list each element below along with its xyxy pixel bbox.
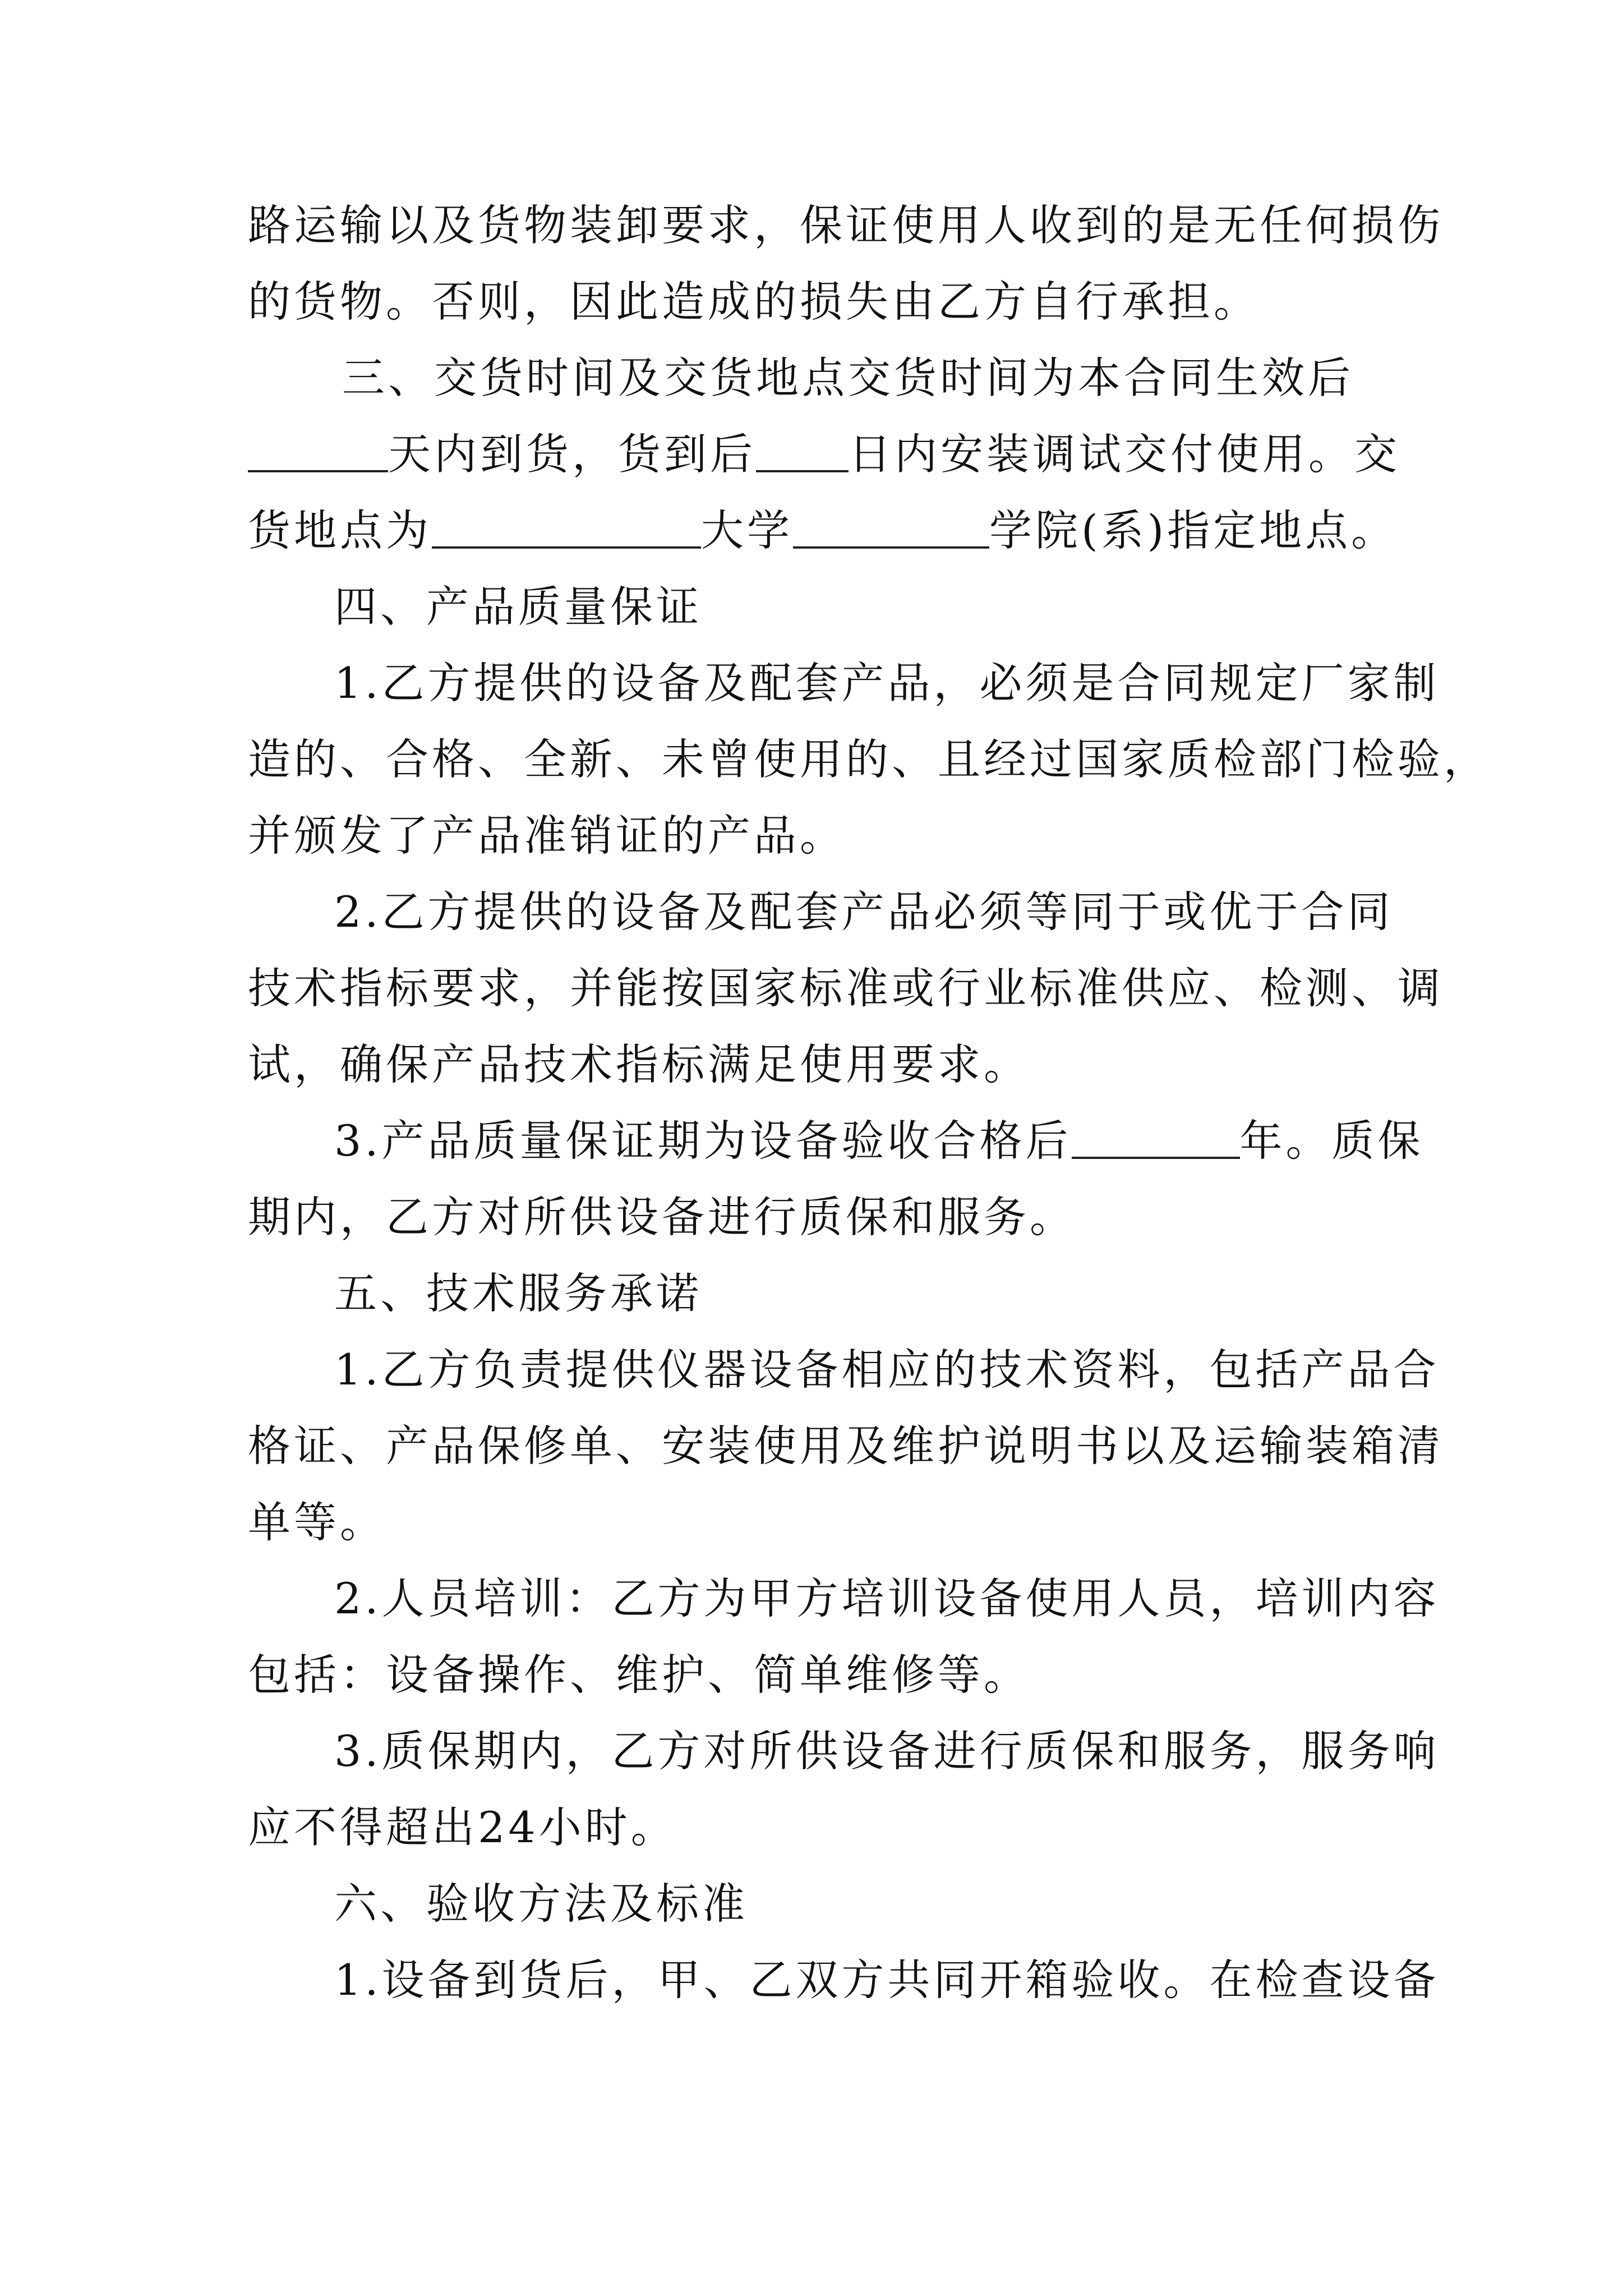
fill-in-blank-university (432, 505, 701, 549)
paragraph-line: 1.乙方提供的设备及配套产品，必须是合同规定厂家制 (334, 658, 1440, 708)
section-heading-delivery: 三、交货时间及交货地点交货时间为本合同生效后 (342, 353, 1354, 403)
paragraph-line: 1.设备到货后，甲、乙双方共同开箱验收。在检查设备 (334, 1955, 1440, 2005)
paragraph-line: 2.乙方提供的设备及配套产品必须等同于或优于合同 (334, 887, 1394, 937)
fill-in-blank-college (793, 505, 989, 549)
text-segment: 日内安装调试交付使用。交 (849, 429, 1400, 479)
paragraph-line: 并颁发了产品准销证的产品。 (248, 811, 846, 861)
paragraph-line: 单等。 (248, 1497, 386, 1547)
paragraph-line: 路运输以及货物装卸要求，保证使用人收到的是无任何损伤 (248, 200, 1444, 250)
text-segment: 年。质保 (1239, 1116, 1424, 1166)
text-segment: 学院(系)指定地点。 (989, 505, 1398, 555)
text-segment: 货地点为 (248, 505, 432, 555)
paragraph-line: 1.乙方负责提供仪器设备相应的技术资料，包括产品合 (334, 1345, 1440, 1395)
paragraph-line: 包括：设备操作、维护、简单维修等。 (248, 1650, 1030, 1700)
paragraph-line: 格证、产品保修单、安装使用及维护说明书以及运输装箱清 (248, 1421, 1444, 1471)
paragraph-line: 2.人员培训：乙方为甲方培训设备使用人员，培训内容 (334, 1573, 1440, 1623)
section-heading-acceptance: 六、验收方法及标准 (334, 1879, 748, 1929)
text-segment: 天内到货，货到后 (388, 429, 756, 479)
paragraph-line: 期内，乙方对所供设备进行质保和服务。 (248, 1192, 1076, 1242)
paragraph-line: 3.质保期内，乙方对所供设备进行质保和服务，服务响 (334, 1726, 1440, 1776)
paragraph-line: 技术指标要求，并能按国家标准或行业标准供应、检测、调 (248, 963, 1444, 1013)
text-segment: 3.产品质量保证期为设备验收合格后 (334, 1116, 1072, 1166)
paragraph-line (248, 503, 1398, 559)
fill-in-blank-days (248, 429, 388, 472)
section-heading-service: 五、技术服务承诺 (334, 1268, 702, 1318)
paragraph-line (248, 426, 1398, 482)
paragraph-line (334, 1113, 1484, 1169)
paragraph-line: 试，确保产品技术指标满足使用要求。 (248, 1039, 1030, 1089)
fill-in-blank-install-days (756, 429, 849, 472)
text-segment: 大学 (701, 505, 793, 555)
paragraph-line: 应不得超出24小时。 (248, 1802, 677, 1852)
fill-in-blank-warranty-years (1072, 1115, 1240, 1159)
section-heading-quality: 四、产品质量保证 (334, 582, 702, 632)
paragraph-line: 的货物。否则，因此造成的损失由乙方自行承担。 (248, 277, 1260, 326)
paragraph-line: 造的、合格、全新、未曾使用的、且经过国家质检部门检验， (248, 734, 1490, 784)
